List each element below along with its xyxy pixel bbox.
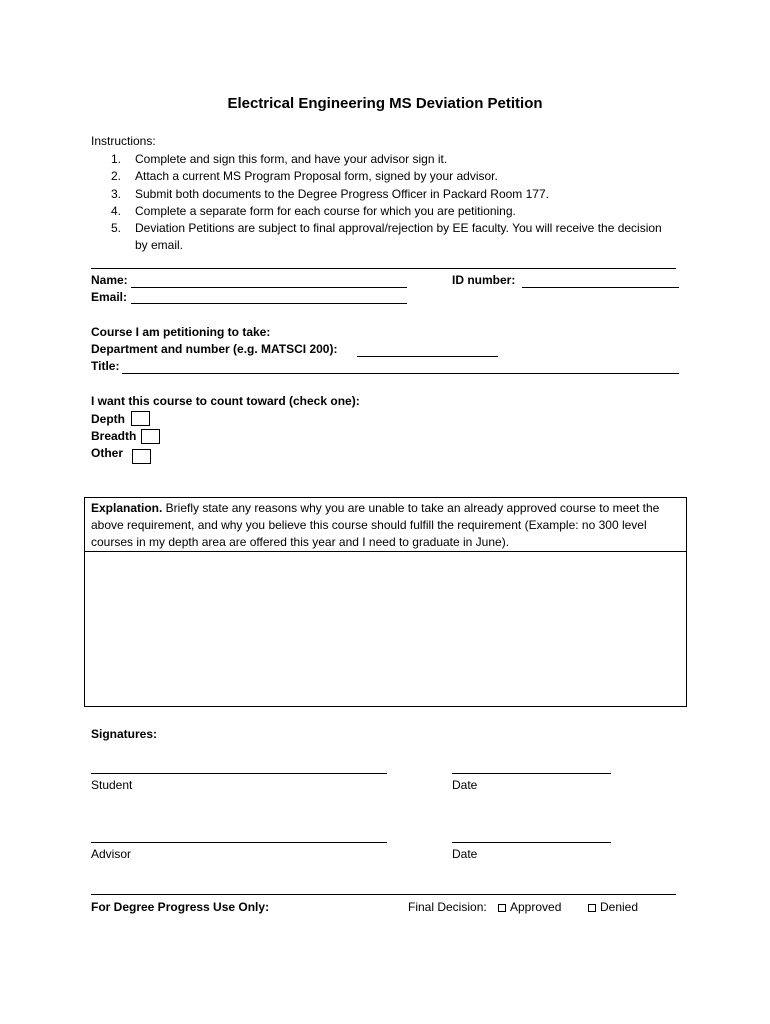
advisor-date-line[interactable] bbox=[452, 842, 611, 843]
other-label: Other bbox=[91, 446, 124, 460]
depth-checkbox[interactable] bbox=[131, 411, 150, 426]
name-field[interactable] bbox=[131, 287, 407, 288]
instruction-item: 3. Submit both documents to the Degree Progress Officer in Packard Room 177. bbox=[111, 186, 549, 201]
breadth-label: Breadth bbox=[91, 429, 137, 443]
course-title-label: Title: bbox=[91, 359, 120, 373]
office-use-label: For Degree Progress Use Only: bbox=[91, 900, 270, 914]
student-label: Student bbox=[91, 778, 133, 792]
student-date-label: Date bbox=[452, 778, 478, 792]
breadth-checkbox[interactable] bbox=[141, 429, 160, 444]
denied-checkbox[interactable] bbox=[588, 904, 596, 912]
instructions-list bbox=[111, 151, 675, 255]
section-divider bbox=[91, 268, 676, 269]
approved-checkbox[interactable] bbox=[498, 904, 506, 912]
advisor-date-label: Date bbox=[452, 847, 478, 861]
explanation-instructions: Explanation. Briefly state any reasons why you are unable to take an already approved course to meet the above requirement, and why you believe this course should fulfill the requirement (Example: no 300 level courses in my depth area are offered this year and I need to graduate in June). bbox=[91, 501, 660, 549]
student-date-line[interactable] bbox=[452, 773, 611, 774]
id-number-label: ID number: bbox=[452, 273, 516, 287]
instructions-heading: Instructions: bbox=[91, 134, 156, 148]
count-toward-heading: I want this course to count toward (check one): bbox=[91, 394, 360, 408]
instruction-item: 2. Attach a current MS Program Proposal form, signed by your advisor. bbox=[111, 169, 498, 184]
signatures-heading: Signatures: bbox=[91, 727, 158, 741]
email-label: Email: bbox=[91, 290, 128, 304]
advisor-signature-line[interactable] bbox=[91, 842, 387, 843]
office-use-divider bbox=[91, 894, 676, 895]
page-title: Electrical Engineering MS Deviation Petition bbox=[227, 95, 543, 112]
email-field[interactable] bbox=[131, 303, 407, 304]
department-label: Department and number (e.g. MATSCI 200): bbox=[91, 342, 338, 356]
explanation-label: Explanation. bbox=[91, 501, 163, 515]
course-title-field[interactable] bbox=[122, 373, 679, 374]
instruction-item: 5. Deviation Petitions are subject to final approval/rejection by EE faculty. You will receive the decision by email. bbox=[111, 221, 662, 253]
department-field[interactable] bbox=[357, 356, 498, 357]
advisor-label: Advisor bbox=[91, 847, 132, 861]
explanation-input-area[interactable] bbox=[85, 552, 686, 706]
id-number-field[interactable] bbox=[522, 287, 679, 288]
instruction-item: 4. Complete a separate form for each course for which you are petitioning. bbox=[111, 203, 516, 218]
other-checkbox[interactable] bbox=[132, 449, 151, 464]
depth-label: Depth bbox=[91, 412, 125, 426]
final-decision-label: Final Decision: bbox=[408, 900, 487, 914]
instruction-item: 1. Complete and sign this form, and have your advisor sign it. bbox=[111, 152, 448, 166]
approved-option[interactable]: Approved bbox=[498, 900, 561, 914]
student-signature-line[interactable] bbox=[91, 773, 387, 774]
name-label: Name: bbox=[91, 273, 128, 287]
course-heading: Course I am petitioning to take: bbox=[91, 325, 271, 339]
denied-option[interactable]: Denied bbox=[588, 900, 638, 914]
